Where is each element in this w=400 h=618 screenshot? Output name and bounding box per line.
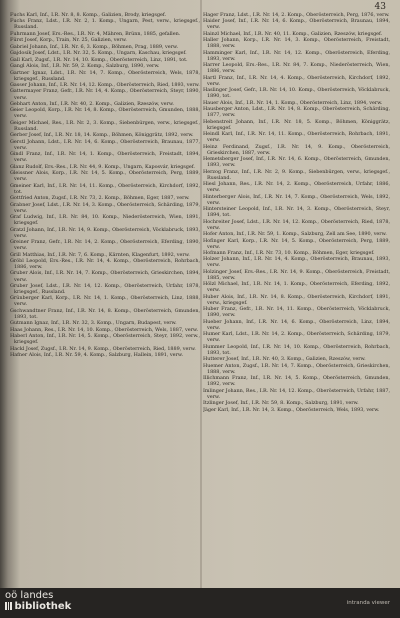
register-entry: Fuchs Karl, Inf., I.R. Nr. 8, 8. Komp., Galizien, Brody, kriegsgef. <box>10 12 167 18</box>
register-entry: Fürst Josef, Korp., Train, Nr. 25, Galizien, verw. <box>10 37 127 44</box>
register-entry: Gabriel Johann, Inf., I.R. Nr. 6, 3. Komp., Böhmen, Prag, 1889, verw. <box>10 43 179 50</box>
register-entry: Hainzl Michael, Inf., I.R. Nr. 40, 11. Komp., Galizien, Rzeszów, kriegsgef. <box>203 30 383 37</box>
page-number: 43 <box>374 2 386 12</box>
logo-line-1: oö landes <box>5 590 54 601</box>
register-entry: Gmeiner Karl, Inf., I.R. Nr. 14, 11. Komp., Oberösterreich, Kirchdorf, 1892, tot. <box>10 182 200 195</box>
register-entry: Hofinger Karl, Korp., I.R. Nr. 14, 5. Komp., Oberösterreich, Perg, 1889, verw. <box>203 237 390 250</box>
register-entry: Gangl Alois, Inf., I.R. Nr. 59, 2. Komp., Salzburg, 1890, verw. <box>10 63 160 70</box>
viewer-footer <box>0 588 400 618</box>
register-entry: Holzinger Josef, Ers.-Res., I.R. Nr. 14, 9. Komp., Oberösterreich, Freistadt, 1885, verw. <box>203 268 390 281</box>
register-entry: Illichmann Franz, Inf., I.R. Nr. 14, 5. Komp., Oberösterreich, Gmunden, 1892, verw. <box>203 375 390 388</box>
register-entry: Huber Franz, Gefr., I.R. Nr. 14, 11. Komp., Oberösterreich, Vöcklabruck, 1890, verw. <box>203 306 390 319</box>
register-entry: Hochreiter Josef, Ldst., I.R. Nr. 14, 12. Komp., Oberösterreich, Ried, 1878, verw. <box>203 218 390 231</box>
viewer-label[interactable]: intranda viewer <box>346 600 390 606</box>
register-entry: Hauer Alois, Inf., I.R. Nr. 14, 1. Komp., Oberösterreich, Linz, 1894, verw. <box>203 99 383 106</box>
logo-bars-icon <box>5 601 13 612</box>
register-entry: Gröbl Leopold, Ers.-Res., I.R. Nr. 14, 4. Komp., Oberösterreich, Rohrbach, 1886, verw. <box>10 257 200 271</box>
library-logo[interactable] <box>5 590 71 612</box>
register-entry: Gutmann Ignaz, Inf., I.R. Nr. 32, 3. Komp., Ungarn, Budapest, verw. <box>10 320 177 327</box>
register-entry: Gratzl Johann, Inf., I.R. Nr. 14, 9. Komp., Oberösterreich, Vöcklabruck, 1893, verw. <box>10 226 200 239</box>
register-entry: Hummer Leopold, Inf., I.R. Nr. 14, 10. Komp., Oberösterreich, Rohrbach, 1893, tot. <box>203 343 390 356</box>
register-entry: Hausberger Anton, Ldst., I.R. Nr. 14, 8. Komp., Oberösterreich, Schärding, 1877, verw. <box>203 106 390 119</box>
register-entry: Haas Johann, Res., I.R. Nr. 14, 10. Komp., Oberösterreich, Wels, 1887, verw. <box>10 326 199 333</box>
register-entry: Fuchs Franz, Ldst., I.R. Nr. 2, 1. Komp., Ungarn, Pest, verw., kriegsgef., Russland. <box>10 18 200 31</box>
register-entry: Gruber Alois, Inf., I.R. Nr. 14, 7. Komp., Oberösterreich, Grieskirchen, 1894, verw. <box>10 270 200 283</box>
register-entry: Harrer Leopold, Ers.-Res., I.R. Nr. 84, 7. Komp., Niederösterreich, Wien, 1886, verw. <box>203 62 390 75</box>
register-entry: Hutterer Josef, Inf., I.R. Nr. 40, 3. Komp., Galizien, Rzeszów, verw. <box>203 356 366 363</box>
register-entry: Hager Franz, Ldst., I.R. Nr. 14, 2. Komp., Oberösterreich, Perg, 1876, verw. <box>203 12 390 18</box>
register-entry: Hamminger Karl, Inf., I.R. Nr. 14, 12. Komp., Oberösterreich, Eferding, 1893, verw. <box>203 49 390 62</box>
register-entry: Gindl Franz, Inf., I.R. Nr. 14, 1. Komp., Oberösterreich, Freistadt, 1894, verw. <box>10 151 200 164</box>
register-entry: Gottfried Anton, Zugsf., I.R. Nr. 73, 2. Komp., Böhmen, Eger, 1887, verw. <box>10 195 190 202</box>
register-entry: Heinz Ferdinand, Zugsf., I.R. Nr. 14, 9. Komp., Oberösterreich, Grieskirchen, 1887, verw. <box>203 143 390 156</box>
register-entry: Hemetsberger Josef, Inf., I.R. Nr. 14, 6. Komp., Oberösterreich, Gmunden, 1893, verw. <box>203 156 390 169</box>
register-entry: Hackl Josef, Zugsf., I.R. Nr. 14, 9. Komp., Oberösterreich, Ried, 1889, verw. <box>10 345 196 352</box>
register-entry: Hinterberger Alois, Inf., I.R. Nr. 14, 7. Komp., Oberösterreich, Wels, 1892, verw. <box>203 193 390 206</box>
left-column <box>10 12 200 580</box>
register-entry: Fuhrmann Josef, Ers.-Res., I.R. Nr. 4, Mähren, Brünn, 1885, gefallen. <box>10 30 181 37</box>
register-entry: Hebenstreit Johann, Inf., I.R. Nr. 18, 5. Komp., Böhmen, Königgrätz, kriegsgef. <box>203 118 390 131</box>
register-entry: Gebhart Anton, Inf., I.R. Nr. 40, 2. Komp., Galizien, Rzeszów, verw. <box>10 100 174 107</box>
register-entry: Holzer Johann, Inf., I.R. Nr. 14, 4. Komp., Oberösterreich, Braunau, 1893, verw. <box>203 256 390 269</box>
register-entry: Herzog Franz, Inf., I.R. Nr. 2, 9. Komp., Siebenbürgen, verw., kriegsgef., Russland. <box>203 168 390 181</box>
register-entry: Huber Alois, Inf., I.R. Nr. 14, 8. Komp., Oberösterreich, Kirchdorf, 1891, verw., kriegsgef. <box>203 293 390 306</box>
register-entry: Haider Josef, Inf., I.R. Nr. 14, 6. Komp., Oberösterreich, Braunau, 1894, verw. <box>203 18 390 31</box>
register-entry: Gerber Josef, Inf., I.R. Nr. 18, 14. Komp., Böhmen, Königgrätz, 1892, verw. <box>10 132 194 139</box>
register-entry: Heindl Karl, Inf., I.R. Nr. 14, 11. Komp., Oberösterreich, Rohrbach, 1891, verw. <box>203 131 390 144</box>
column-gutter <box>200 0 202 588</box>
register-entry: Gruber Josef, Ldst., I.R. Nr. 14, 12. Komp., Oberösterreich, Urfahr, 1878, kriegsgef., Russland. <box>10 282 200 295</box>
register-entry: Grünberger Karl, Korp., I.R. Nr. 14, 1. Komp., Oberösterreich, Linz, 1888, verw. <box>10 295 200 308</box>
register-entry: Gschwandtner Franz, Inf., I.R. Nr. 14, 8. Komp., Oberösterreich, Gmunden, 1893, tot. <box>10 307 200 320</box>
right-column <box>203 12 390 580</box>
register-entry: Humer Karl, Ldst., I.R. Nr. 14, 2. Komp., Oberösterreich, Schärding, 1879, verw. <box>203 331 390 344</box>
register-entry: Gall Karl, Zugsf., I.R. Nr. 14, 10. Komp., Oberösterreich, Linz, 1891, tot. <box>10 56 188 63</box>
register-entry: Gerstl Johann, Ldst., I.R. Nr. 14, 6. Komp., Oberösterreich, Braunau, 1877, verw. <box>10 138 200 151</box>
register-entry: Hartl Franz, Inf., I.R. Nr. 14, 4. Komp., Oberösterreich, Kirchdorf, 1892, verw. <box>203 74 390 87</box>
register-entry: Hafner Alois, Inf., I.R. Nr. 59, 4. Komp., Salzburg, Hallein, 1891, verw. <box>10 352 183 359</box>
register-entry: Huemer Anton, Zugsf., I.R. Nr. 14, 7. Komp., Oberösterreich, Grieskirchen, 1888, verw. <box>203 362 390 375</box>
register-entry: Glanz Rudolf, Ers.-Res., I.R. Nr. 44, 9. Komp., Ungarn, Kaposvár, kriegsgef. <box>10 163 195 170</box>
register-entry: Jäger Karl, Inf., I.R. Nr. 14, 3. Komp., Oberösterreich, Wels, 1893, verw. <box>203 406 380 413</box>
register-entry: Geier Leopold, Korp., I.R. Nr. 14, 8. Komp., Oberösterreich, Gmunden, 1888, verw. <box>10 107 200 120</box>
register-entry: Haberl Anton, Inf., I.R. Nr. 14, 5. Komp., Oberösterreich, Steyr, 1892, verw., kriegsgef. <box>10 333 200 346</box>
register-entry: Gattermayer Franz, Gefr., I.R. Nr. 14, 4. Komp., Oberösterreich, Steyr, 1890, verw. <box>10 88 200 101</box>
register-entry: Grill Matthias, Inf., I.R. Nr. 7, 6. Komp., Kärnten, Klagenfurt, 1892, verw. <box>10 251 190 258</box>
register-entry: Gasser Johann, Inf., I.R. Nr. 14, 12. Komp., Oberösterreich, Ried, 1893, verw. <box>10 82 200 89</box>
register-entry: Grabner Josef, Ldst., I.R. Nr. 14, 3. Komp., Oberösterreich, Schärding, 1879, verw. <box>10 201 200 214</box>
register-entry: Greiner Franz, Gefr., I.R. Nr. 14, 2. Komp., Oberösterreich, Eferding, 1890, verw. <box>10 239 200 252</box>
register-entry: Geiger Michael, Res., I.R. Nr. 2, 3. Komp., Siebenbürgen, verw., kriegsgef., Russland. <box>10 119 200 132</box>
logo-line-2: bibliothek <box>14 601 72 612</box>
register-entry: Haslinger Josef, Gefr., I.R. Nr. 14, 10. Komp., Oberösterreich, Vöcklabruck, 1890, tot. <box>203 87 390 100</box>
register-entry: Hofmann Franz, Inf., I.R. Nr. 73, 10. Komp., Böhmen, Eger, kriegsgef. <box>203 249 375 256</box>
register-entry: Haller Johann, Korp., I.R. Nr. 14, 3. Komp., Oberösterreich, Freistadt, 1888, verw. <box>203 37 390 50</box>
register-entry: Hölzl Michael, Inf., I.R. Nr. 14, 1. Komp., Oberösterreich, Eferding, 1892, verw. <box>203 281 390 294</box>
register-entry: Itzlinger Josef, Inf., I.R. Nr. 59, 8. Komp., Salzburg, 1891, verw. <box>203 400 359 407</box>
register-entry: Graf Ludwig, Inf., I.R. Nr. 84, 10. Komp., Niederösterreich, Wien, 1891, kriegsgef. <box>10 214 200 227</box>
register-entry: Hiesl Johann, Res., I.R. Nr. 14, 2. Komp., Oberösterreich, Urfahr, 1886, verw. <box>203 181 390 194</box>
register-entry: Hofer Anton, Inf., I.R. Nr. 59, 1. Komp., Salzburg, Zell am See, 1890, verw. <box>203 231 387 238</box>
register-entry: Gleissner Alois, Korp., I.R. Nr. 14, 5. Komp., Oberösterreich, Perg, 1889, verw. <box>10 170 200 183</box>
register-entry: Gartner Ignaz, Ldst., I.R. Nr. 14, 7. Komp., Oberösterreich, Wels, 1878, kriegsgef., Russland. <box>10 69 200 82</box>
register-entry: Imlinger Johann, Res., I.R. Nr. 14, 12. Komp., Oberösterreich, Urfahr, 1887, verw. <box>203 387 390 400</box>
register-entry: Hintersteiner Leopold, Inf., I.R. Nr. 14, 3. Komp., Oberösterreich, Steyr, 1894, tot. <box>203 206 390 219</box>
register-entry: Gajdosik Josef, Ldst., I.R. Nr. 32, 5. Komp., Ungarn, Kaschau, kriegsgef. <box>10 50 187 57</box>
register-entry: Hueber Johann, Inf., I.R. Nr. 14, 6. Komp., Oberösterreich, Linz, 1894, verw. <box>203 318 390 331</box>
logo-line-2-row <box>5 601 71 612</box>
